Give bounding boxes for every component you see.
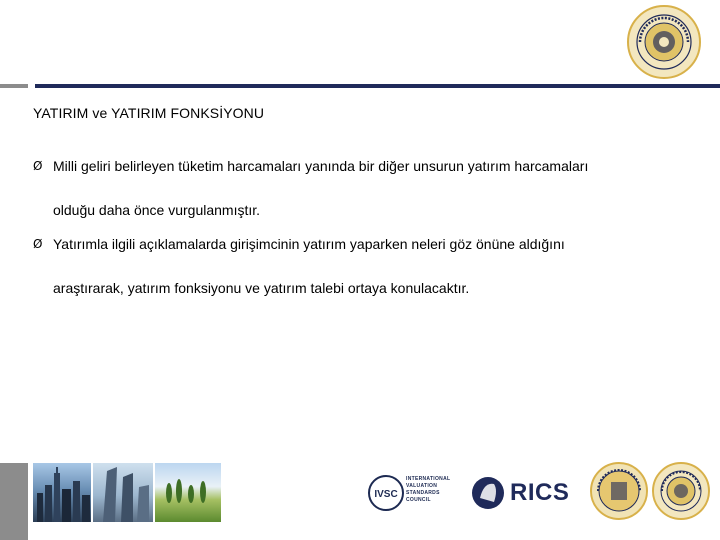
bullet-item <box>33 222 683 310</box>
bullet-item <box>33 144 683 232</box>
university-seal-1-icon <box>590 462 648 520</box>
header-navy-rule <box>35 84 720 88</box>
bullet-line: araştırarak, yatırım fonksiyonu ve yatırım talebi ortaya konulacaktır. <box>53 280 470 296</box>
rics-logo <box>468 462 580 524</box>
rics-label: RICS <box>510 479 570 506</box>
rics-lion-icon <box>468 462 508 524</box>
bullet-line: olduğu daha önce vurgulanmıştır. <box>53 202 261 218</box>
slide-title: YATIRIM ve YATIRIM FONKSİYONU <box>33 105 265 121</box>
ankara-university-seal-icon <box>626 4 702 80</box>
ivsc-name: INTERNATIONAL VALUATION STANDARDS COUNCIL <box>406 476 451 503</box>
bullet-arrow-icon: Ø <box>33 159 43 173</box>
bullet-line: Yatırımla ilgili açıklamalarda girişimcinin yatırım yaparken neleri göz önüne aldığını <box>53 236 565 252</box>
green-field-photo <box>155 463 221 522</box>
office-towers-photo <box>93 463 153 522</box>
ankara-university-seal-icon <box>652 462 710 520</box>
footer-grey-bar <box>0 463 28 540</box>
ivsc-logo <box>366 462 460 524</box>
bullet-arrow-icon: Ø <box>33 237 43 251</box>
city-skyline-photo <box>33 463 91 522</box>
bullet-line: Milli geliri belirleyen tüketim harcamaları yanında bir diğer unsurun yatırım harcamaları <box>53 158 589 174</box>
ivsc-abbr: IVSC <box>374 489 398 500</box>
header-grey-rule <box>0 84 28 88</box>
